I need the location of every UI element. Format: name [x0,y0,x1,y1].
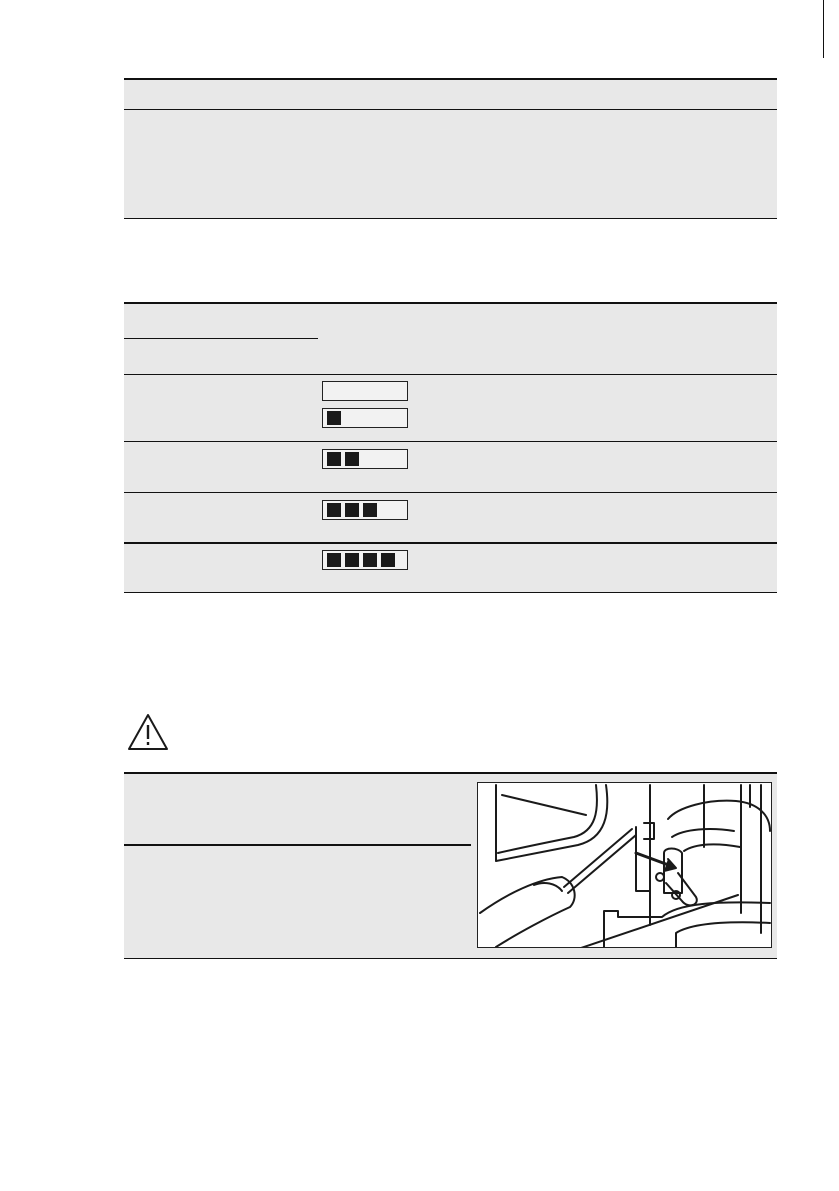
level-segment [381,553,395,567]
info-table-header [124,78,777,110]
level-segment [345,503,359,517]
level-segment [327,452,341,466]
warning-triangle-icon [126,712,170,752]
level-segment [345,553,359,567]
info-table-body [124,110,777,219]
level-row-1 [124,375,777,442]
level-row-2 [124,442,777,493]
level-indicator-1 [322,408,408,428]
level-row-4 [124,544,777,593]
level-table [124,302,777,593]
step-table [124,772,777,959]
level-indicator-3 [322,500,408,520]
step-divider [124,844,471,846]
level-segment [327,411,341,425]
info-table [124,78,777,219]
header-underline [124,338,318,339]
level-indicator-empty [322,381,408,401]
level-segment [327,553,341,567]
level-row-3 [124,493,777,544]
level-table-header [124,302,777,375]
level-indicator-4 [322,550,408,570]
level-segment [327,503,341,517]
level-indicator-2 [322,449,408,469]
door-hinge-illustration [477,782,772,948]
level-segment [363,553,377,567]
level-segment [345,452,359,466]
level-segment [363,503,377,517]
crop-mark [823,0,824,58]
